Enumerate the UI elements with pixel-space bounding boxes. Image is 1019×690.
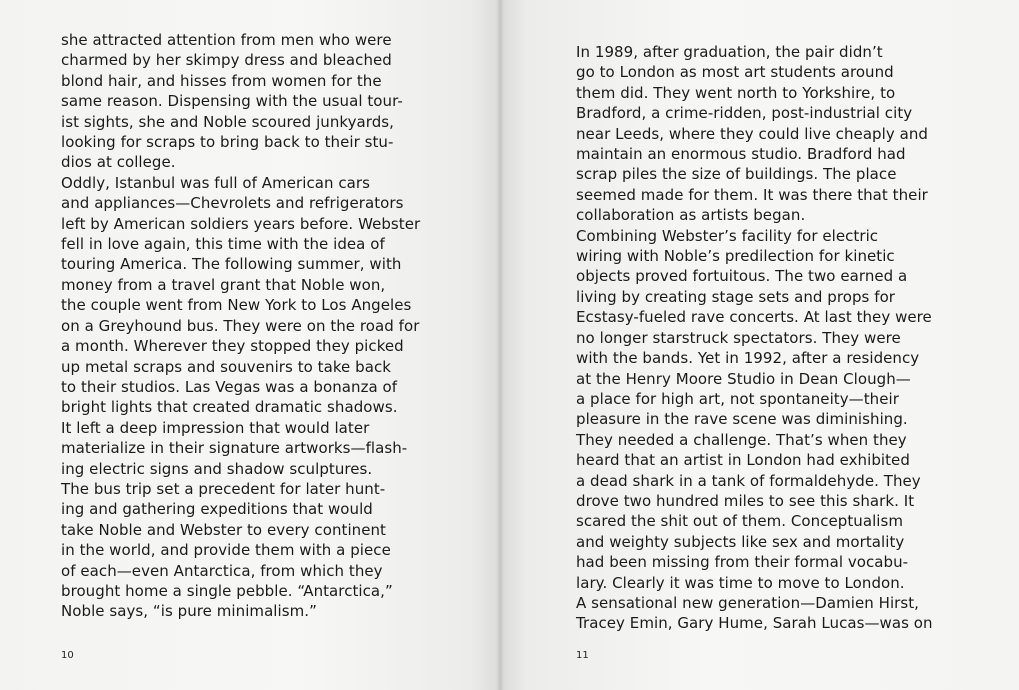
right-page-text [576,42,948,634]
book-gutter [496,0,504,690]
paragraph: In 1989, after graduation, the pair didn’t go to London as most art students around them did. They went north to Yorkshire, to Bradford, a crime-ridden, post-industrial city near Leeds, where they could live cheaply and maintain an enormous studio. Bradford had scrap piles the size of buildings. The place seemed made for them. It was there that their collaboration as artists began. [576,43,928,225]
paragraph: Combining Webster’s facility for electric wiring with Noble’s predilection for kinetic objects proved fortuitous. The two earned a living by creating stage sets and props for Ecstasy-fueled rave concerts. At last they were no longer starstruck spectators. They were with the bands. Yet in 1992, after a residency at the Henry Moore Studio in Dean Clough— a place for high art, not spontaneity—their pleasure in the rave scene was diminishing. They needed a challenge. That’s when they heard that an artist in London had exhibited a dead shark in a tank of formaldehyde. They drove two hundred miles to see this shark. It scared the shit out of them. Conceptualism and weighty subjects like sex and mortality had been missing from their formal vocabu- lary. Clearly it was time to move to London. A sensational new generation—Damien Hirst, Tracey Emin, Gary Hume, Sarah Lucas—was on [576,226,933,633]
page-number-left: 10 [61,650,74,661]
left-page-text [61,30,433,622]
page-number-right: 11 [576,650,589,661]
paragraph: she attracted attention from men who were charmed by her skimpy dress and bleached blond hair, and hisses from women for the same reason. Dispensing with the usual tour- ist sights, she and Noble scoured junkyards, looking for scraps to bring back to their stu- dios at college. [61,31,403,172]
paragraph: Oddly, Istanbul was full of American cars and appliances—Chevrolets and refrigerators left by American soldiers years before. Webster fell in love again, this time with the idea of touring America. The following summer, with money from a travel grant that Noble won, the couple went from New York to Los Angeles on a Greyhound bus. They were on the road for a month. Wherever they stopped they picked up metal scraps and souvenirs to take back to their studios. Las Vegas was a bonanza of bright lights that created dramatic shadows. It left a deep impression that would later materialize in their signature artworks—flash- ing electric signs and shadow sculptures. [61,173,421,478]
paragraph: The bus trip set a precedent for later hunt- ing and gathering expeditions that would take Noble and Webster to every continent in the world, and provide them with a piece of each—even Antarctica, from which they brought home a single pebble. “Antarctica,” Noble says, “is pure minimalism.” [61,479,393,621]
